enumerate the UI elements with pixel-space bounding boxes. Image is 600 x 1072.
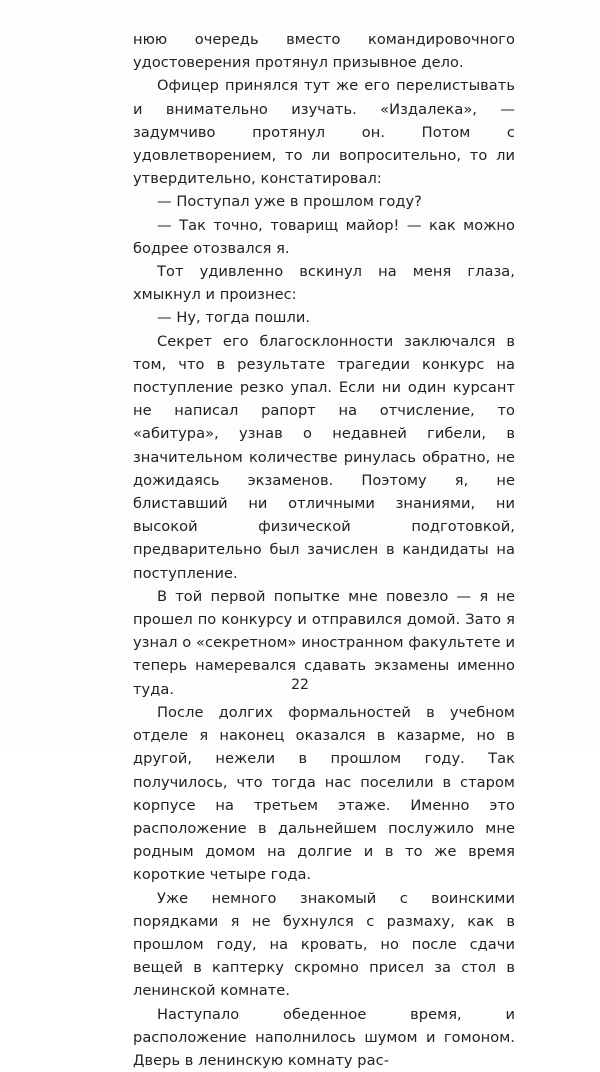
paragraph: Уже немного знакомый с воинскими порядками я не бухнулся с размаху, как в прошлом году, на кровать, но после сдачи вещей в каптерку скромно присел за стол в ленинской комнате. [133, 889, 515, 1000]
paragraph: Секрет его благосклонности заключался в том, что в результате трагедии конкурс на поступление резко упал. Если ни один курсант не написал рапорт на отчисление, то «абитура», узнав о недавней гибели, в значительном количестве ринулась обратно, не дожидаясь экзаменов. Поэтому я, не блиставший ни отличными знаниями, ни высокой физической подготовкой, предварительно был зачислен в кандидаты на поступление. [133, 332, 515, 582]
paragraph: Офицер принялся тут же его перелистывать и внимательно изучать. «Издалека», — задумчиво протянул он. Потом с удовлетворением, то ли вопросительно, то ли утвердительно, констатировал: [133, 77, 515, 188]
dialogue-line: — Ну, тогда пошли. [157, 309, 311, 327]
dialogue-line: — Поступал уже в прошлом году? [157, 193, 422, 211]
body-text [133, 28, 515, 1072]
paragraph-continuation: нюю очередь вместо командировочного удостоверения протянул призывное дело. [133, 31, 515, 72]
paragraph: Тот удивленно вскинул на меня глаза, хмыкнул и произнес: [133, 263, 515, 304]
paragraph: После долгих формальностей в учебном отделе я наконец оказался в казарме, но в другой, нежели в прошлом году. Так получилось, что тогда нас поселили в старом корпусе на третьем этаже. Именно это расположение в дальнейшем послужило мне родным домом на долгие и в то же время короткие четыре года. [133, 703, 515, 884]
paragraph: В той первой попытке мне повезло — я не прошел по конкурсу и отправился домой. Зато я узнал о «секретном» иностранном факультете и теперь намеревался сдавать экзамены именно туда. [133, 587, 515, 698]
paragraph: Наступало обеденное время, и расположение наполнилось шумом и гомоном. Дверь в ленинскую комнату рас- [133, 1005, 515, 1069]
page-number: 22 [291, 677, 309, 693]
dialogue-line: — Так точно, товарищ майор! — как можно бодрее отозвался я. [133, 216, 515, 257]
